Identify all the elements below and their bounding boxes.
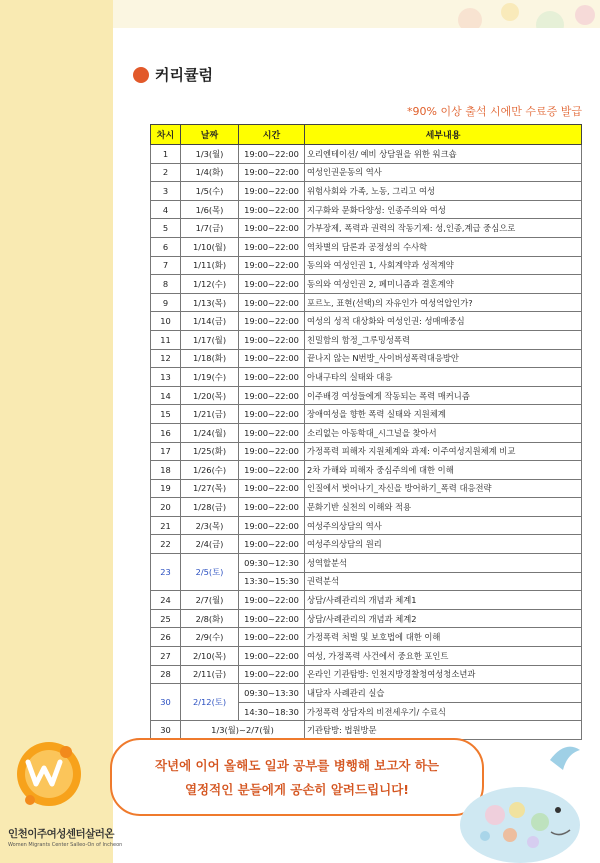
certificate-notice: *90% 이상 출석 시에만 수료증 발급 [407,105,582,118]
table-row [151,330,582,349]
session-content: 2차 가해와 피해자 중심주의에 대한 이해 [305,461,582,480]
session-date: 2/7(월) [181,591,239,610]
session-date: 1/26(수) [181,461,239,480]
header-details: 세부내용 [305,125,582,145]
session-number: 1 [151,145,181,164]
session-content: 내담자 사례관리 실습 [305,684,582,703]
session-time: 19:00~22:00 [239,498,305,517]
whale-illustration-icon [455,740,600,863]
session-time: 19:00~22:00 [239,163,305,182]
session-time: 19:00~22:00 [239,145,305,164]
session-number: 7 [151,256,181,275]
table-row [151,609,582,628]
table-row [151,163,582,182]
table-row [151,721,582,740]
session-time: 19:00~22:00 [239,219,305,238]
table-body [151,145,582,740]
session-number: 18 [151,461,181,480]
session-time: 19:00~22:00 [239,237,305,256]
session-number: 21 [151,516,181,535]
session-time: 19:00~22:00 [239,591,305,610]
session-number: 23 [151,554,181,591]
table-row [151,535,582,554]
session-number: 27 [151,647,181,666]
session-content: 아내구타의 실태와 대응 [305,368,582,387]
session-content: 이주배경 여성들에게 작동되는 폭력 매커니즘 [305,386,582,405]
table-row [151,386,582,405]
session-time: 19:00~22:00 [239,516,305,535]
session-number: 22 [151,535,181,554]
session-date: 1/19(수) [181,368,239,387]
session-date: 2/4(금) [181,535,239,554]
session-number: 5 [151,219,181,238]
session-content: 동의와 여성인권 1, 사회계약과 성적계약 [305,256,582,275]
session-time: 19:00~22:00 [239,442,305,461]
table-row [151,647,582,666]
session-time: 09:30~12:30 [239,554,305,573]
logo-subtitle: Women Migrants Center Salleo-On of Incheon [8,842,123,848]
session-number: 9 [151,293,181,312]
session-date: 1/3(월) [181,145,239,164]
session-period: 1/3(월)~2/7(월) [181,721,305,740]
session-date: 1/4(화) [181,163,239,182]
table-row [151,200,582,219]
header-time: 시간 [239,125,305,145]
session-number: 11 [151,330,181,349]
session-date: 2/10(목) [181,647,239,666]
session-time: 19:00~22:00 [239,535,305,554]
session-number: 24 [151,591,181,610]
curriculum-table [150,124,582,740]
section-title: 커리큘럼 [155,66,213,84]
session-time: 19:00~22:00 [239,349,305,368]
session-date: 2/3(목) [181,516,239,535]
table-row [151,237,582,256]
session-content: 성역할분석 [305,554,582,573]
session-number: 28 [151,665,181,684]
section-heading [133,64,213,85]
session-number: 12 [151,349,181,368]
session-content: 장애여성을 향한 폭력 실태와 지원체계 [305,405,582,424]
session-date: 1/14(금) [181,312,239,331]
session-time: 19:00~22:00 [239,386,305,405]
table-row [151,405,582,424]
session-number: 10 [151,312,181,331]
table-row [151,256,582,275]
announcement-bubble [110,738,484,816]
session-content: 여성주의상담의 역사 [305,516,582,535]
table-row [151,665,582,684]
session-content: 여성인권운동의 역사 [305,163,582,182]
table-row [151,275,582,294]
session-time: 19:00~22:00 [239,479,305,498]
session-content: 역차별의 담론과 공정성의 수사학 [305,237,582,256]
session-content: 여성주의상담의 원리 [305,535,582,554]
session-content: 친밀함의 함정_그루밍성폭력 [305,330,582,349]
session-content: 포르노, 표현(선택)의 자유인가 여성억압인가? [305,293,582,312]
session-number: 20 [151,498,181,517]
session-time: 19:00~22:00 [239,405,305,424]
table-row [151,423,582,442]
session-number: 15 [151,405,181,424]
table-row [151,516,582,535]
session-time: 19:00~22:00 [239,182,305,201]
center-logo-icon [14,734,84,816]
session-date: 1/21(금) [181,405,239,424]
session-number: 16 [151,423,181,442]
session-time: 19:00~22:00 [239,647,305,666]
session-number: 8 [151,275,181,294]
session-date: 1/28(금) [181,498,239,517]
session-time: 19:00~22:00 [239,330,305,349]
table-row [151,182,582,201]
session-date: 1/13(목) [181,293,239,312]
table-row [151,368,582,387]
session-content: 온라인 기관탐방: 인천지방경찰청여성청소년과 [305,665,582,684]
table-row [151,219,582,238]
session-number: 30 [151,721,181,740]
session-number: 25 [151,609,181,628]
session-date: 2/12(토) [181,684,239,721]
session-time: 19:00~22:00 [239,461,305,480]
session-content: 오리엔테이션/ 예비 상담원을 위한 워크숍 [305,145,582,164]
session-content: 가정폭력 피해자 지원체계와 과제: 이주여성지원체계 비교 [305,442,582,461]
session-content: 권력분석 [305,572,582,591]
session-date: 1/17(월) [181,330,239,349]
session-time: 09:30~13:30 [239,684,305,703]
session-number: 13 [151,368,181,387]
session-date: 1/25(화) [181,442,239,461]
announcement-line-1: 작년에 이어 올해도 일과 공부를 병행해 보고자 하는 [154,758,440,773]
table-row [151,479,582,498]
table-row [151,498,582,517]
session-content: 가정폭력 처벌 및 보호법에 대한 이해 [305,628,582,647]
session-date: 1/27(목) [181,479,239,498]
session-date: 2/9(수) [181,628,239,647]
table-header-row [151,125,582,145]
session-date: 1/24(월) [181,423,239,442]
session-date: 1/10(월) [181,237,239,256]
session-content: 가정폭력 상담자의 비전세우기/ 수료식 [305,702,582,721]
logo-name: 인천이주여성센터살러온 [8,828,115,840]
session-date: 1/11(화) [181,256,239,275]
session-number: 4 [151,200,181,219]
session-time: 19:00~22:00 [239,423,305,442]
table-row [151,461,582,480]
session-date: 1/20(목) [181,386,239,405]
table-row [151,591,582,610]
session-date: 2/11(금) [181,665,239,684]
session-time: 19:00~22:00 [239,665,305,684]
session-content: 기관탐방: 법원방문 [305,721,582,740]
session-content: 인질에서 벗어나기_자신을 방어하기_폭력 대응전략 [305,479,582,498]
session-content: 여성, 가정폭력 사건에서 중요한 포인트 [305,647,582,666]
session-date: 2/8(화) [181,609,239,628]
session-time: 19:00~22:00 [239,368,305,387]
session-number: 19 [151,479,181,498]
session-date: 1/6(목) [181,200,239,219]
session-number: 14 [151,386,181,405]
table-row [151,628,582,647]
session-number: 6 [151,237,181,256]
header-date: 날짜 [181,125,239,145]
table-row [151,684,582,703]
session-time: 19:00~22:00 [239,609,305,628]
session-time: 13:30~15:30 [239,572,305,591]
session-number: 17 [151,442,181,461]
session-date: 1/5(수) [181,182,239,201]
session-content: 상담/사례관리의 개념과 체계1 [305,591,582,610]
table-row [151,312,582,331]
session-content: 상담/사례관리의 개념과 체계2 [305,609,582,628]
session-number: 26 [151,628,181,647]
table-row [151,145,582,164]
session-number: 3 [151,182,181,201]
session-time: 19:00~22:00 [239,256,305,275]
session-content: 여성의 성적 대상화와 여성인권: 성매매중심 [305,312,582,331]
session-time: 19:00~22:00 [239,200,305,219]
session-time: 19:00~22:00 [239,275,305,294]
announcement-line-2: 열정적인 분들에게 공손히 알려드립니다! [184,782,410,797]
table-row [151,293,582,312]
session-content: 소리없는 아동학대_시그널을 찾아서 [305,423,582,442]
session-time: 19:00~22:00 [239,293,305,312]
session-content: 동의와 여성인권 2, 페미니즘과 결혼계약 [305,275,582,294]
table-row [151,554,582,573]
session-time: 19:00~22:00 [239,312,305,331]
session-date: 1/7(금) [181,219,239,238]
session-content: 문화기반 실천의 이해와 적용 [305,498,582,517]
session-time: 19:00~22:00 [239,628,305,647]
session-content: 가부장제, 폭력과 권력의 작동기제: 성,인종,계급 중심으로 [305,219,582,238]
session-number: 30 [151,684,181,721]
session-content: 끝나지 않는 N번방_사이버성폭력대응방안 [305,349,582,368]
table-row [151,349,582,368]
session-content: 지구화와 문화다양성: 인종주의와 여성 [305,200,582,219]
session-date: 1/12(수) [181,275,239,294]
session-time: 14:30~18:30 [239,702,305,721]
header-session: 차시 [151,125,181,145]
session-date: 2/5(토) [181,554,239,591]
table-row [151,442,582,461]
session-date: 1/18(화) [181,349,239,368]
circle-bullet-icon [133,67,149,83]
session-number: 2 [151,163,181,182]
session-content: 위험사회와 가족, 노동, 그리고 여성 [305,182,582,201]
